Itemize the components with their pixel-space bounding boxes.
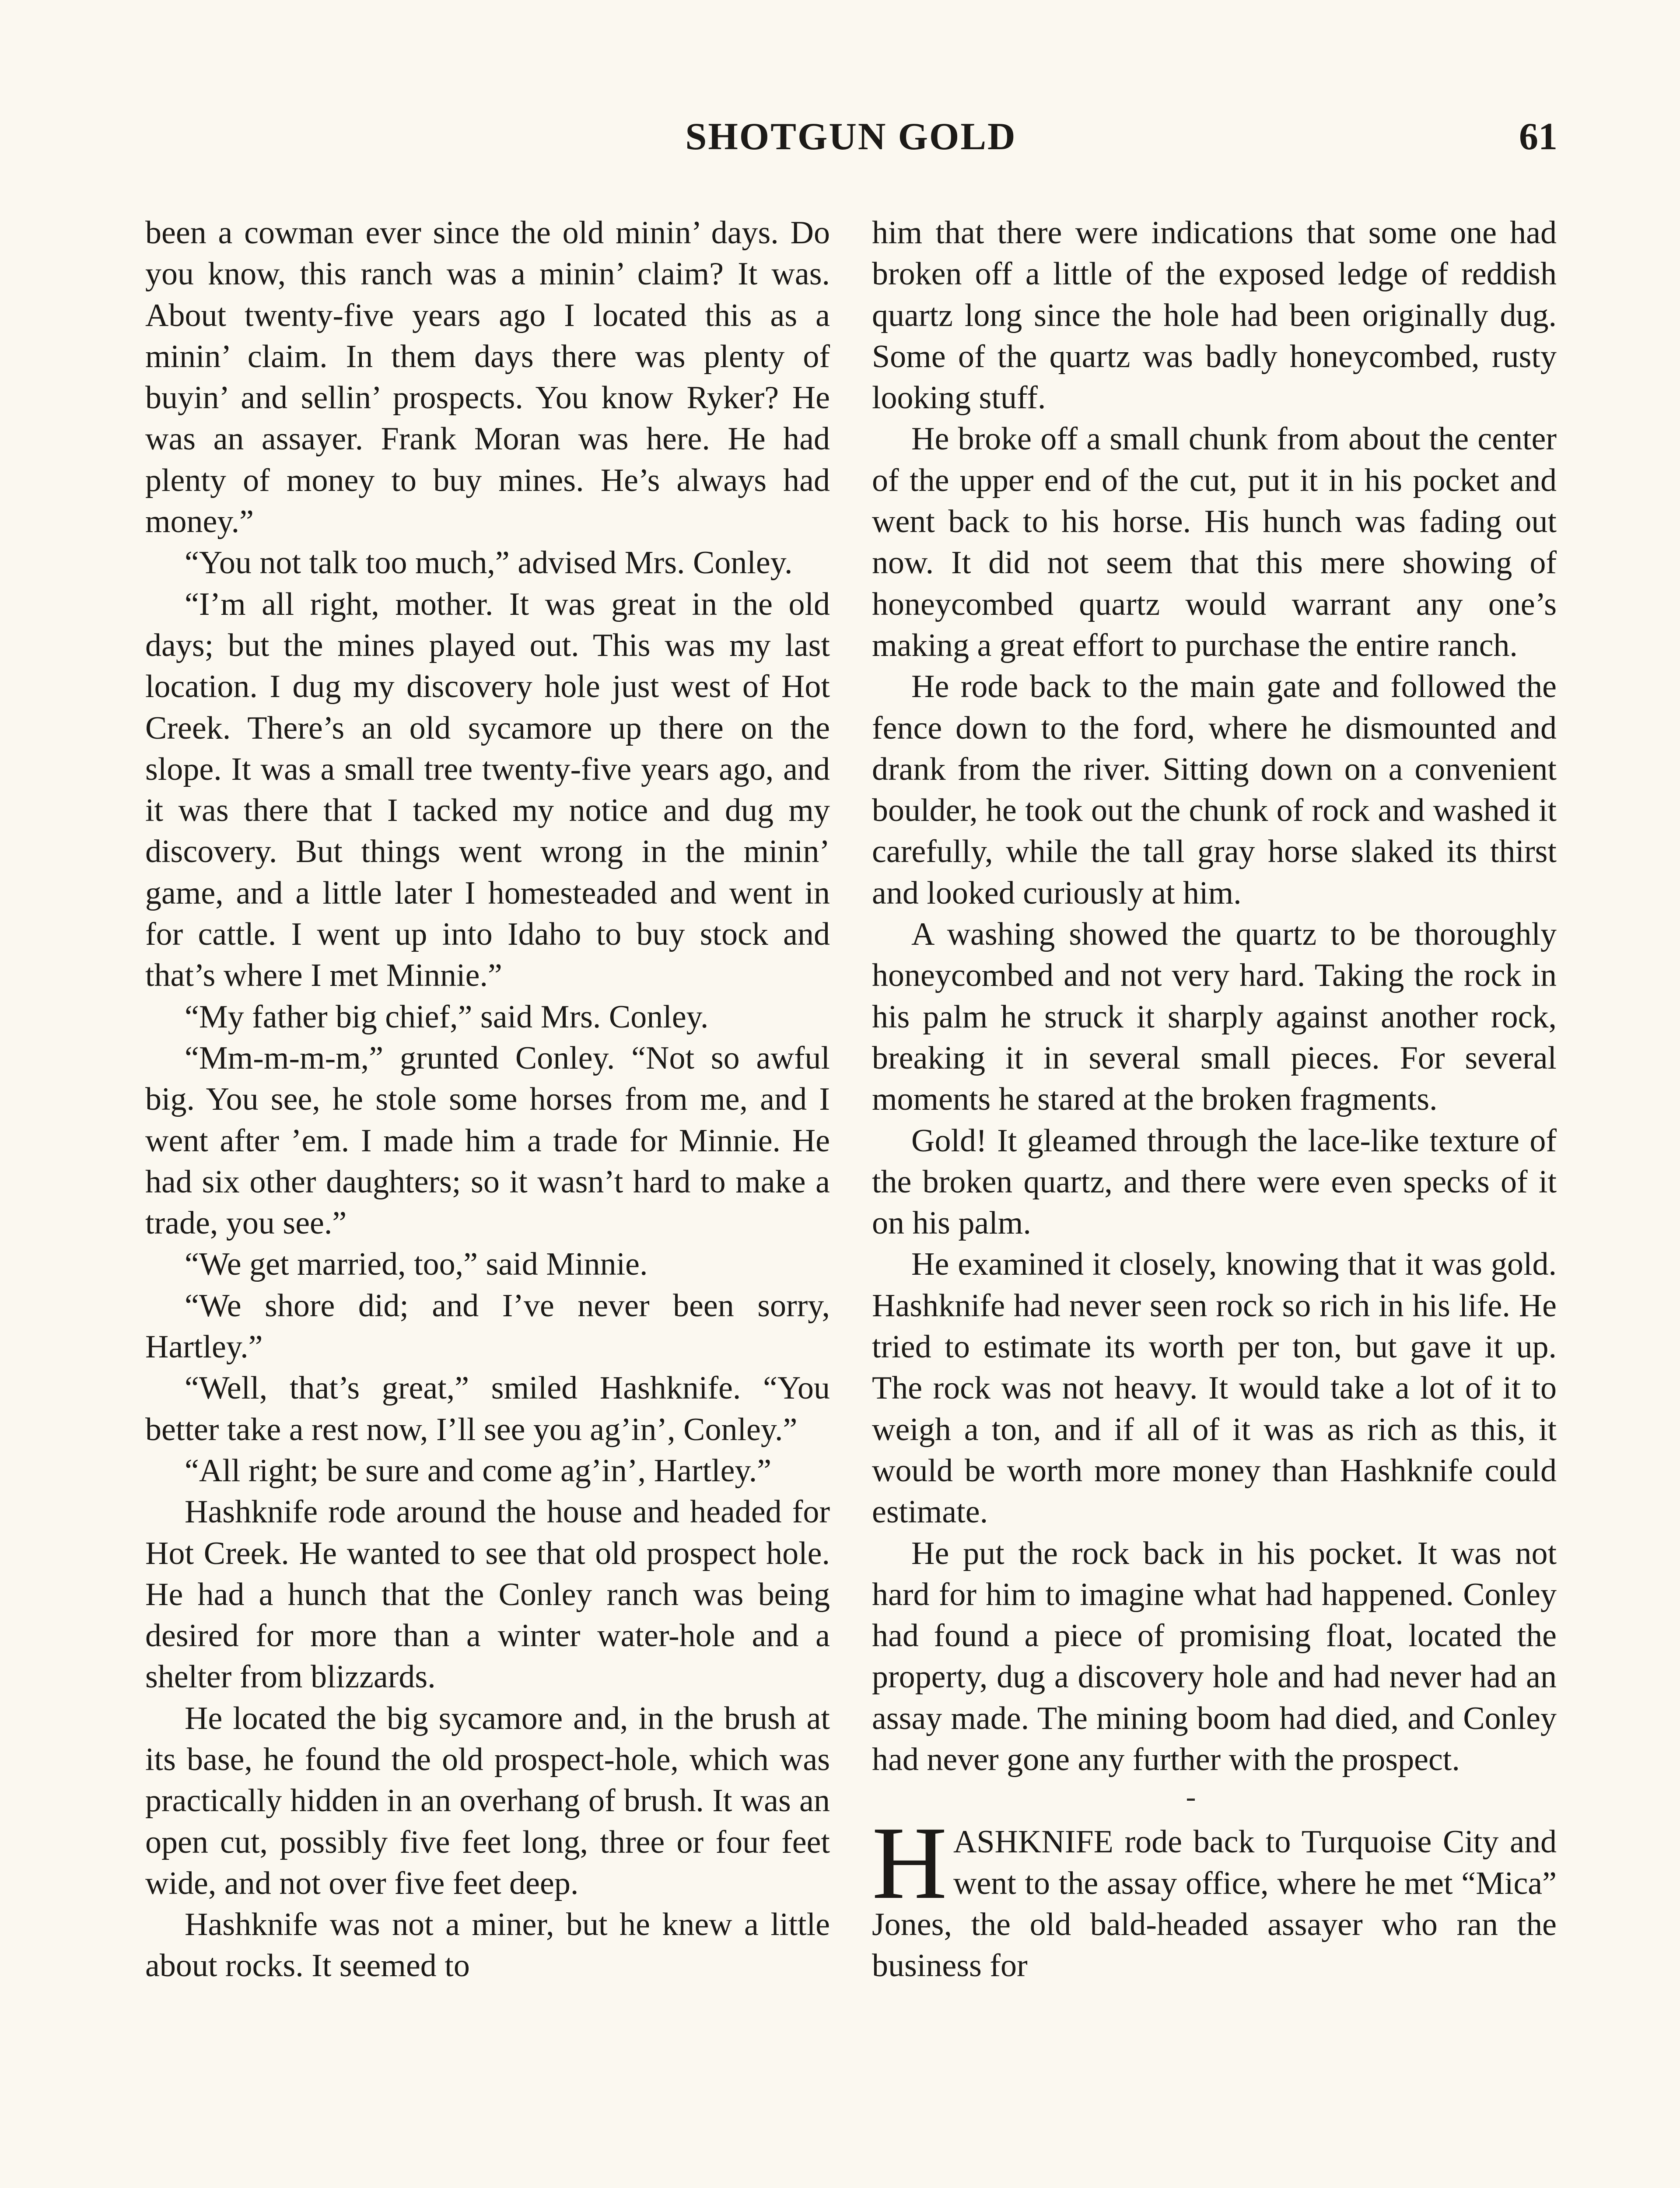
paragraph: Hashknife rode around the house and headed for Hot Creek. He wanted to see that old prospect hole. He had a hunch that the Conley ranch was being desired for more than a winter water-hole and a shelter from blizzards. [145, 1494, 830, 1695]
dropcap-paragraph-text: ASHKNIFE rode back to Turquoise City and went to the assay office, where he met “Mica” Jones, the old bald-headed assayer who ran the business for [872, 1824, 1557, 1984]
paragraph: him that there were indications that some one had broken off a little of the exposed ledge of reddish quartz long since the hole had been originally dug. Some of the quartz was badly honeycombed, rusty looking stuff. [872, 215, 1557, 416]
right-column [872, 212, 1557, 2188]
section-break [872, 1780, 1557, 1821]
paragraph: He rode back to the main gate and followed the fence down to the ford, where he dismounted and drank from the river. Sitting down on a convenient boulder, he took out the chunk of rock and washed it carefully, while the tall gray horse slaked its thirst and looked curiously at him. [872, 669, 1557, 911]
paragraph: “My father big chief,” said Mrs. Conley. [185, 999, 709, 1035]
paragraph: “We get married, too,” said Minnie. [185, 1246, 648, 1283]
left-column [145, 212, 830, 2188]
paragraph: He put the rock back in his pocket. It was not hard for him to imagine what had happened. Conley had found a piece of promising float, located the property, dug a discovery hole and had never had an assay made. The mining boom had died, and Conley had never gone any further with the prospect. [872, 1535, 1557, 1778]
paragraph: He located the big sycamore and, in the brush at its base, he found the old prospect-hole, which was practically hidden in an overhang of brush. It was an open cut, possibly five feet long, three or four feet wide, and not over five feet deep. [145, 1700, 830, 1901]
paragraph: “Well, that’s great,” smiled Hashknife. “You better take a rest now, I’ll see you ag’in’, Conley.” [145, 1370, 830, 1448]
drop-cap-letter: H [872, 1806, 947, 1921]
paragraph: “We shore did; and I’ve never been sorry, Hartley.” [145, 1287, 830, 1365]
dropcap-paragraph [872, 1806, 1557, 1986]
paragraph: “I’m all right, mother. It was great in the old days; but the mines played out. This was my last location. I dug my discovery hole just west of Hot Creek. There’s an old sycamore up there on the slope. It was a small tree twenty-five years ago, and it was there that I tacked my notice and dug my discovery. But things went wrong in the minin’ game, and a little later I homesteaded and went in for cattle. I went up into Idaho to buy stock and that’s where I met Minnie.” [145, 586, 830, 994]
paragraph: He examined it closely, knowing that it was gold. Hashknife had never seen rock so rich in his life. He tried to estimate its worth per ton, but gave it up. The rock was not heavy. It would take a lot of it to weigh a ton, and if all of it was as rich as this, it would be worth more money than Hashknife could estimate. [872, 1246, 1557, 1530]
paragraph: He broke off a small chunk from about the center of the upper end of the cut, put it in his pocket and went back to his horse. His hunch was fading out now. It did not seem that this mere showing of honeycombed quartz would warrant any one’s making a great effort to purchase the entire ranch. [872, 421, 1557, 663]
paragraph: “All right; be sure and come ag’in’, Hartley.” [185, 1452, 772, 1489]
page-header [144, 115, 1558, 167]
paragraph: “You not talk too much,” advised Mrs. Conley. [185, 545, 793, 581]
paragraph: A washing showed the quartz to be thoroughly honeycombed and not very hard. Taking the rock in his palm he struck it sharply against another rock, breaking it in several small pieces. For several moments he stared at the broken fragments. [872, 916, 1557, 1118]
paragraph: Hashknife was not a miner, but he knew a little about rocks. It seemed to [145, 1907, 830, 1984]
paragraph: “Mm-m-m-m,” grunted Conley. “Not so awful big. You see, he stole some horses from me, and I went after ’em. I made him a trade for Minnie. He had six other daughters; so it wasn’t hard to make a trade, you see.” [145, 1040, 830, 1241]
section-break-mark [1187, 1799, 1195, 1801]
paragraph: Gold! It gleamed through the lace-like texture of the broken quartz, and there were even specks of it on his palm. [872, 1122, 1557, 1241]
paragraph: been a cowman ever since the old minin’ days. Do you know, this ranch was a minin’ claim? It was. About twenty-five years ago I located this as a minin’ claim. In them days there was plenty of buyin’ and sellin’ prospects. You know Ryker? He was an assayer. Frank Moran was here. He had plenty of money to buy mines. He’s always had money.” [145, 215, 830, 540]
running-title: SHOTGUN GOLD [685, 116, 1017, 158]
page-number: 61 [1519, 116, 1558, 158]
